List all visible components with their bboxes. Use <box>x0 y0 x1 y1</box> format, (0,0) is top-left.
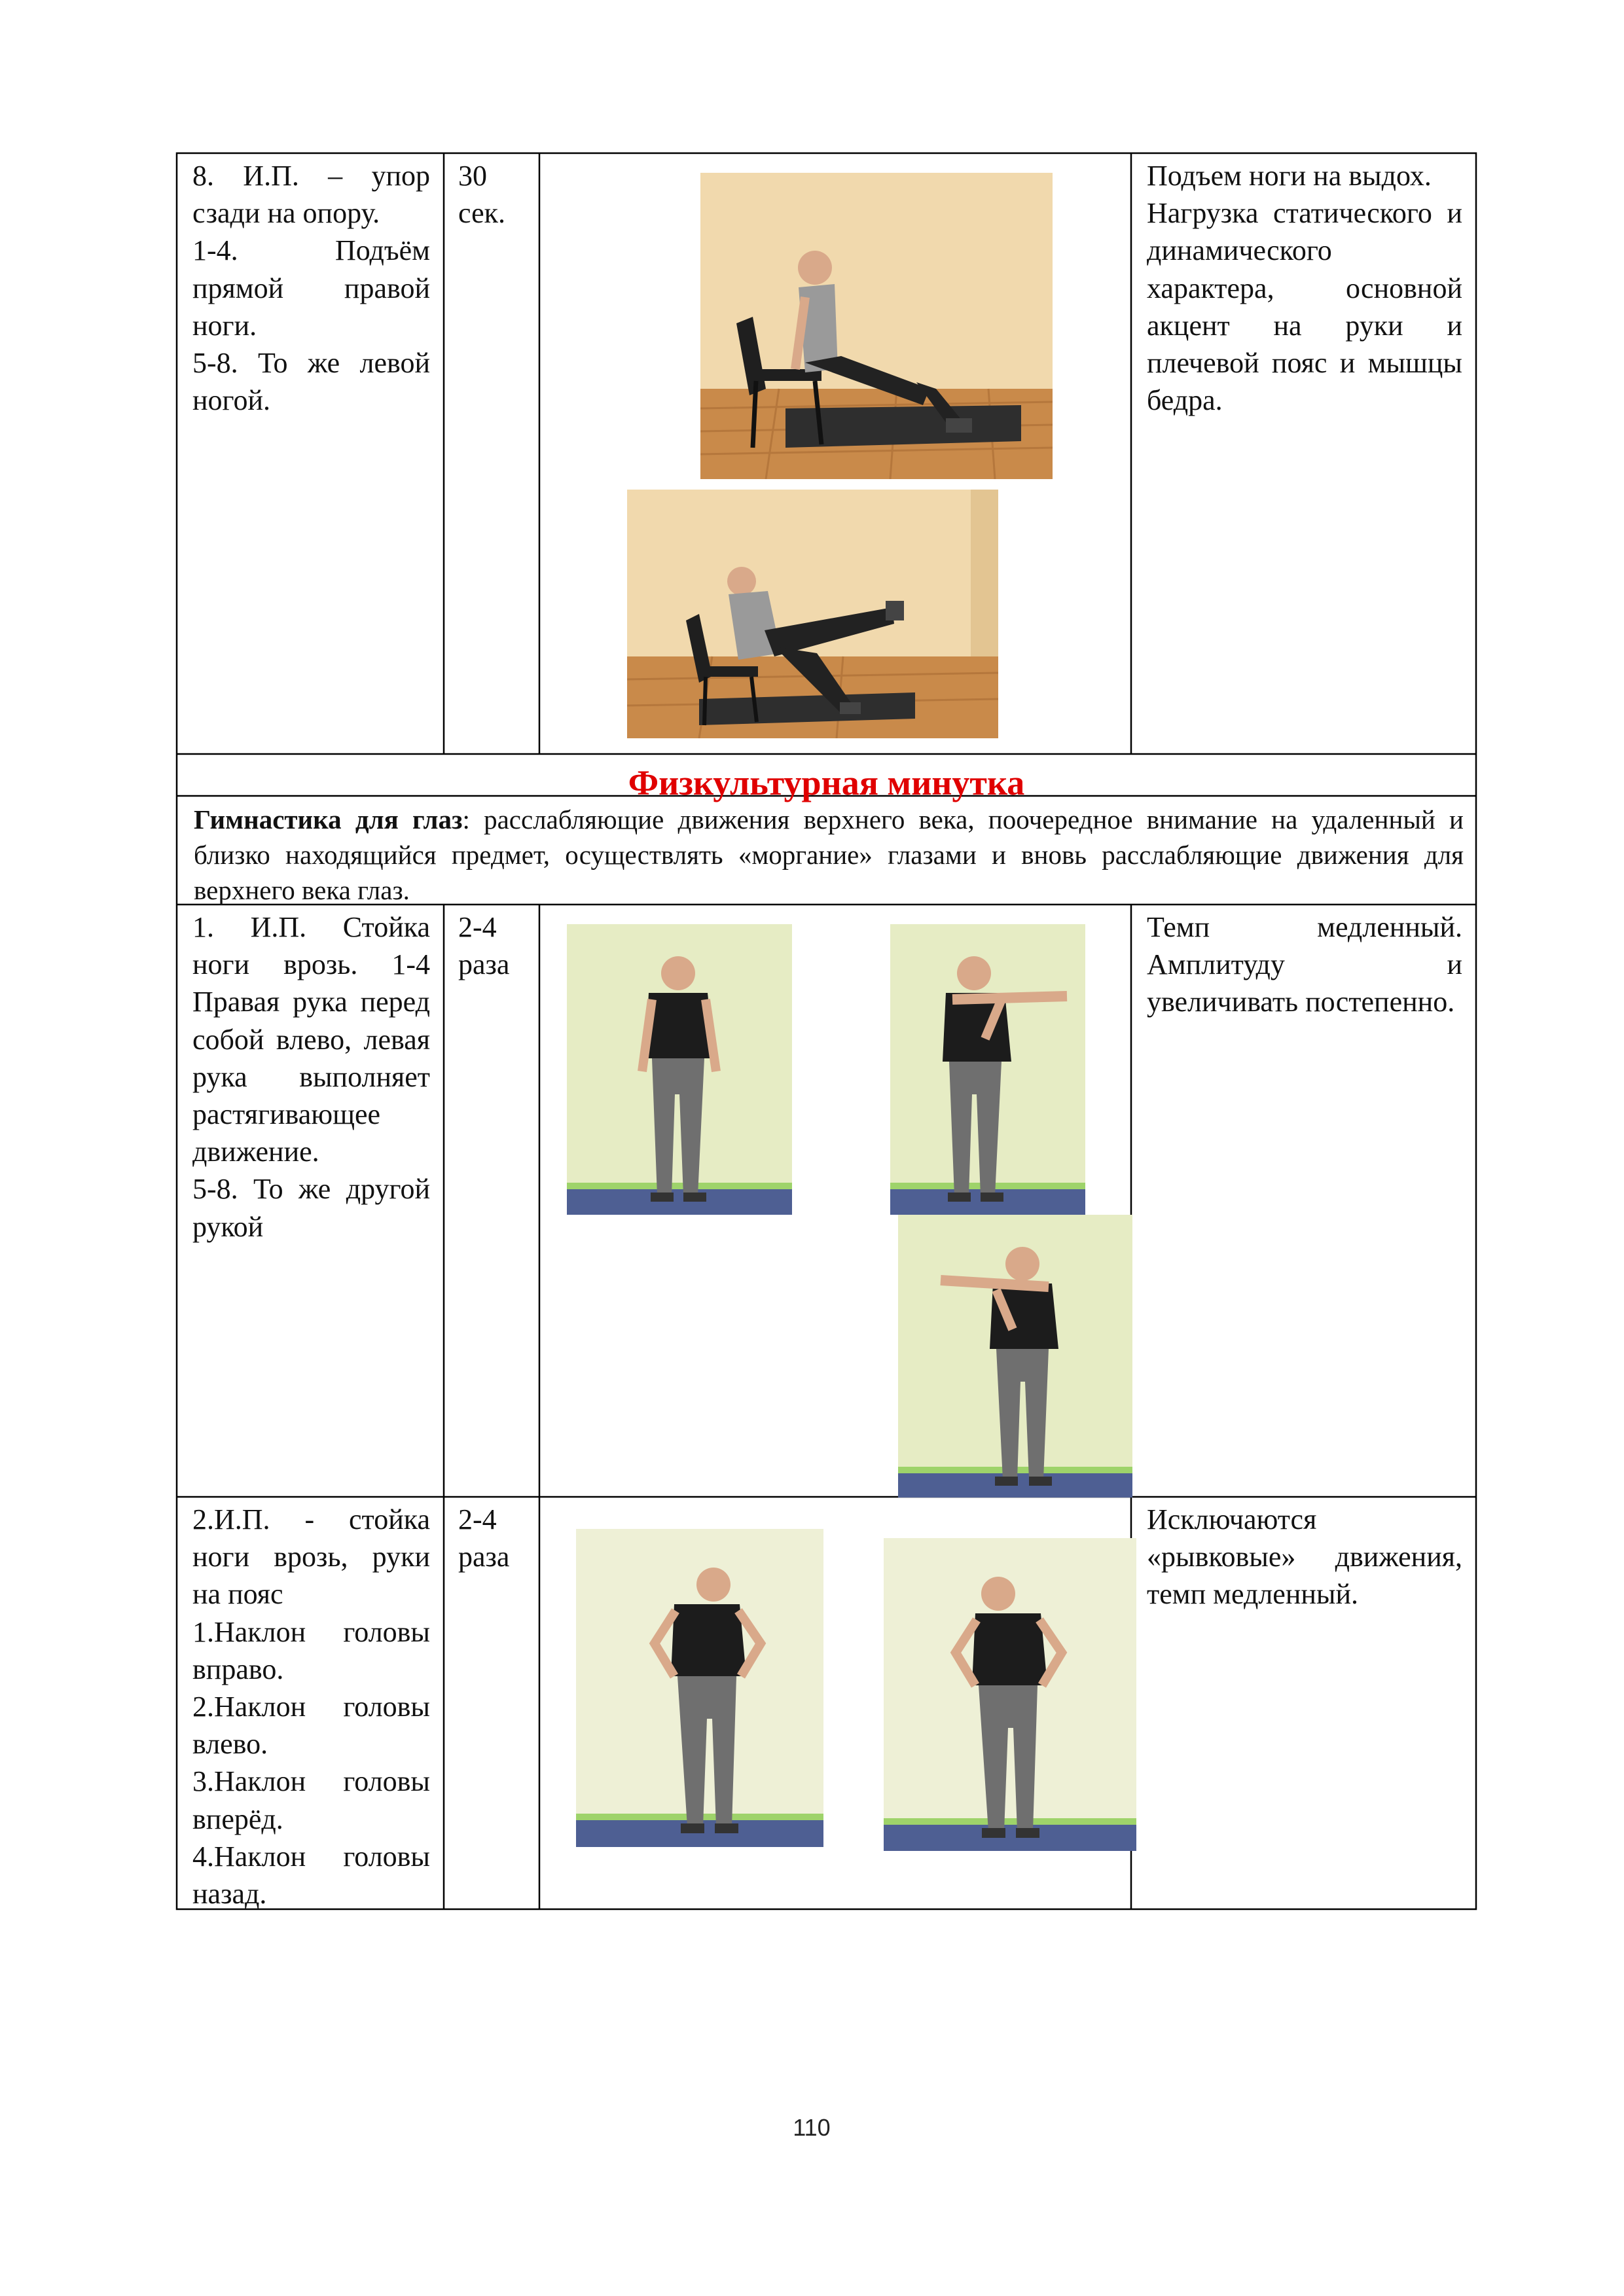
description-line: 2.И.П. - стойка ноги врозь, руки на пояс <box>192 1503 430 1611</box>
exercise-photo-arm-stretch-left <box>898 1215 1132 1498</box>
exercise-photo-head-tilt-right <box>576 1529 823 1847</box>
exercise-photo-head-tilt-left <box>884 1538 1136 1851</box>
description-line: 5-8. То же другой рукой <box>192 1173 430 1243</box>
exercise-notes <box>1147 1501 1462 1613</box>
exercise-description <box>192 1501 430 1912</box>
description-line: 5-8. То же левой ногой. <box>192 346 430 417</box>
exercise-notes <box>1147 157 1462 419</box>
exercise-duration <box>458 908 530 983</box>
exercise-description <box>192 157 430 419</box>
duration-value: 30 <box>458 160 487 192</box>
description-line: 3.Наклон головы вперёд. <box>192 1765 430 1835</box>
exercise-photo-arm-stretch-right <box>890 924 1085 1215</box>
notes-line: Подъем ноги на выдох. <box>1147 160 1432 192</box>
eye-gymnastics-text <box>194 802 1464 908</box>
section-title: Физкультурная минутка <box>628 763 1025 802</box>
notes-line: Исключаются «рывковые» движения, темп медленный. <box>1147 1503 1462 1611</box>
duration-unit: раза <box>458 1541 510 1573</box>
description-line: 1. И.П. Стойка ноги врозь. 1-4 Правая рука перед собой влево, левая рука выполняет растягивающее движение. <box>192 911 430 1168</box>
description-line: 4.Наклон головы назад. <box>192 1840 430 1910</box>
description-line: 8. И.П. – упор сзади на опору. <box>192 160 430 230</box>
exercise-duration <box>458 157 530 232</box>
exercise-duration <box>458 1501 530 1575</box>
duration-unit: сек. <box>458 197 505 230</box>
exercise-photo-chair-leg-raise <box>627 490 998 738</box>
notes-line: Темп медленный. Амплитуду и увеличивать постепенно. <box>1147 911 1462 1018</box>
description-line: 2.Наклон головы влево. <box>192 1690 430 1761</box>
page-number: 110 <box>793 2114 831 2141</box>
exercise-photo-chair-dip <box>700 173 1053 479</box>
exercise-photo-standing <box>567 924 792 1215</box>
description-line: 1-4. Подъём прямой правой ноги. <box>192 234 430 342</box>
exercise-notes <box>1147 908 1462 1021</box>
exercise-description <box>192 908 430 1246</box>
eye-gymnastics-title: Гимнастика для глаз <box>194 804 463 834</box>
duration-value: 2-4 <box>458 911 497 943</box>
description-line: 1.Наклон головы вправо. <box>192 1615 430 1685</box>
eye-gymnastics-body: : расслабляющие движения верхнего века, поочередное внимание на удаленный и близко находящийся предмет, осуществлять «моргание» глазами и вновь расслабляющие движения для верхнего века глаз. <box>194 804 1464 906</box>
notes-line: Нагрузка статического и динамического характера, основной акцент на руки и плечевой пояс и мышцы бедра. <box>1147 197 1462 417</box>
duration-unit: раза <box>458 948 510 981</box>
duration-value: 2-4 <box>458 1503 497 1535</box>
